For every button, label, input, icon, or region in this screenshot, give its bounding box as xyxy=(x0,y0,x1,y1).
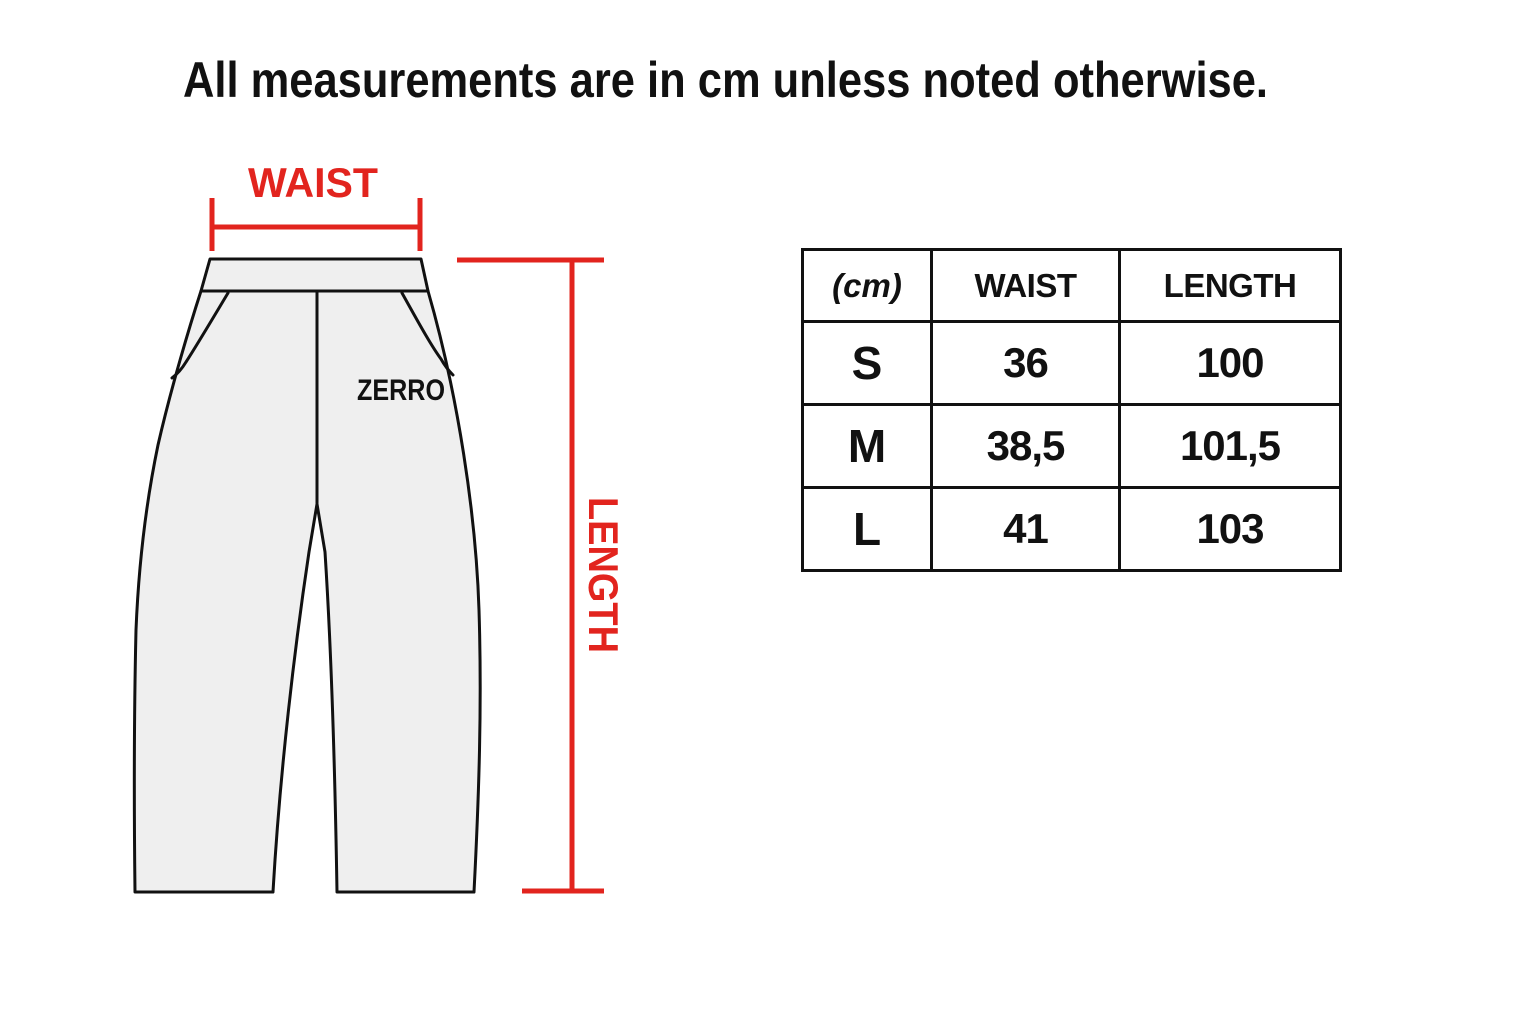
size-table-waist-header: WAIST xyxy=(932,250,1120,322)
waist-value-l: 41 xyxy=(932,488,1120,571)
size-table-length-header: LENGTH xyxy=(1120,250,1341,322)
size-label-m: M xyxy=(803,405,932,488)
length-value-l: 103 xyxy=(1120,488,1341,571)
brand-label: ZERRO xyxy=(357,374,445,407)
waist-value-s: 36 xyxy=(932,322,1120,405)
size-table-row-s xyxy=(803,322,1341,405)
size-table-header-row xyxy=(803,250,1341,322)
length-measure-label: LENGTH xyxy=(580,497,627,670)
size-label-s: S xyxy=(803,322,932,405)
size-table-row-m xyxy=(803,405,1341,488)
size-table-row-l xyxy=(803,488,1341,571)
waist-measure-label: WAIST xyxy=(248,159,379,206)
size-label-l: L xyxy=(803,488,932,571)
length-value-m: 101,5 xyxy=(1120,405,1341,488)
page-title: All measurements are in cm unless noted otherwise. xyxy=(183,52,1268,108)
size-table xyxy=(801,248,1342,572)
pants-waistband xyxy=(201,259,428,291)
pants-outline xyxy=(134,259,480,892)
waist-value-m: 38,5 xyxy=(932,405,1120,488)
length-value-s: 100 xyxy=(1120,322,1341,405)
size-table-unit-header: (cm) xyxy=(803,250,932,322)
